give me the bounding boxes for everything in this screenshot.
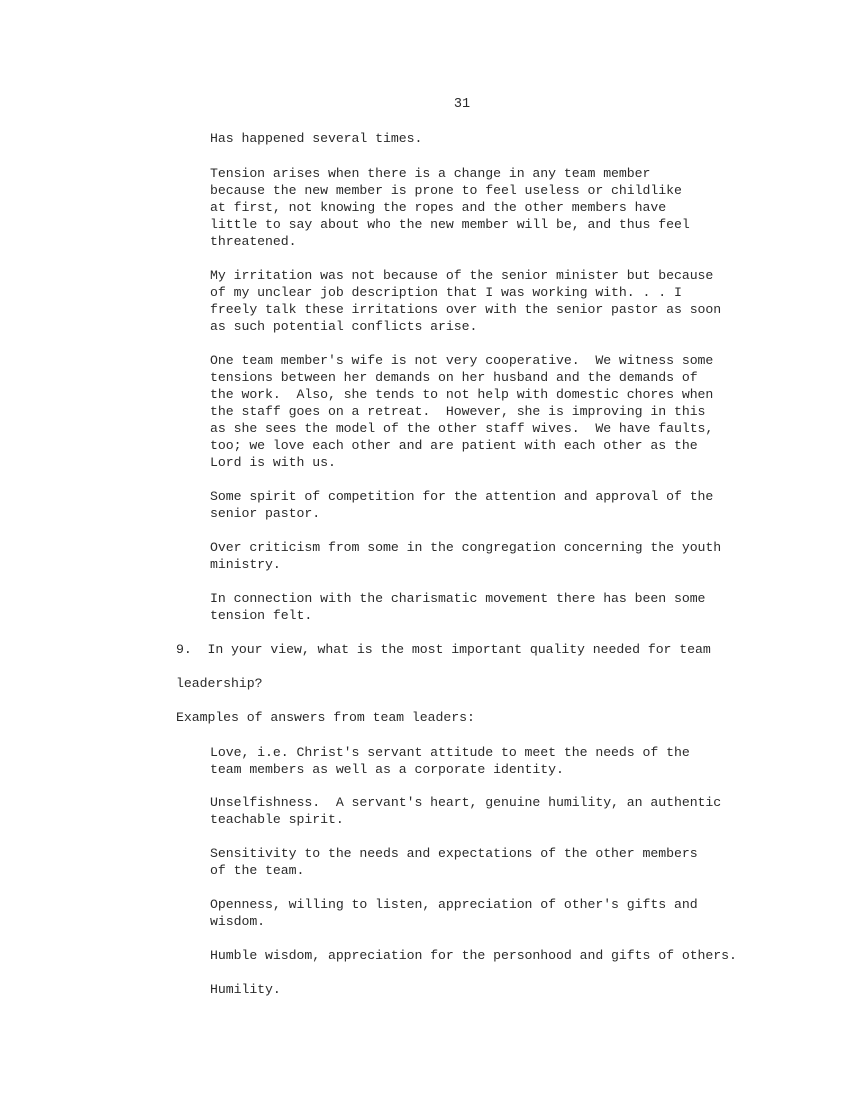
paragraph-tension-arises xyxy=(210,165,790,250)
text-line: freely talk these irritations over with the senior pastor as soon xyxy=(210,302,722,317)
text-line: My irritation was not because of the senior minister but because xyxy=(210,268,714,283)
answer-unselfishness xyxy=(210,794,790,828)
text-line: One team member's wife is not very cooperative. We witness some xyxy=(210,353,714,368)
text-line: teachable spirit. xyxy=(210,812,344,827)
text-line: of the team. xyxy=(210,863,305,878)
text-line: team members as well as a corporate identity. xyxy=(210,762,564,777)
text-line: 9. In your view, what is the most important quality needed for team xyxy=(176,642,711,657)
text-line: little to say about who the new member will be, and thus feel xyxy=(210,217,690,232)
text-line: wisdom. xyxy=(210,914,266,929)
text-line: the work. Also, she tends to not help with domestic chores when xyxy=(210,387,714,402)
text-line: In connection with the charismatic movement there has been some xyxy=(210,591,706,606)
text-line: threatened. xyxy=(210,234,297,249)
examples-heading xyxy=(176,709,796,726)
paragraph-my-irritation xyxy=(210,267,790,335)
text-line: Unselfishness. A servant's heart, genuine humility, an authentic xyxy=(210,795,722,810)
answer-humble-wisdom xyxy=(210,947,790,964)
text-line: Humble wisdom, appreciation for the personhood and gifts of others. xyxy=(210,948,737,963)
text-line: Has happened several times. xyxy=(210,131,423,146)
paragraph-charismatic xyxy=(210,590,790,624)
text-line: at first, not knowing the ropes and the other members have xyxy=(210,200,667,215)
answer-sensitivity xyxy=(210,845,790,879)
text-line: as she sees the model of the other staff wives. We have faults, xyxy=(210,421,714,436)
paragraph-over-criticism xyxy=(210,539,790,573)
text-line: Openness, willing to listen, appreciation of other's gifts and xyxy=(210,897,698,912)
text-line: because the new member is prone to feel useless or childlike xyxy=(210,183,682,198)
text-line: tension felt. xyxy=(210,608,313,623)
text-line: Lord is with us. xyxy=(210,455,336,470)
text-line: Some spirit of competition for the attention and approval of the xyxy=(210,489,714,504)
text-line: ministry. xyxy=(210,557,281,572)
text-line: Examples of answers from team leaders: xyxy=(176,710,475,725)
text-line: Tension arises when there is a change in any team member xyxy=(210,166,651,181)
answer-love xyxy=(210,744,790,778)
answer-openness xyxy=(210,896,790,930)
page-number: 31 xyxy=(453,97,471,112)
text-line: senior pastor. xyxy=(210,506,321,521)
text-line: Sensitivity to the needs and expectations of the other members xyxy=(210,846,698,861)
paragraph-competition xyxy=(210,488,790,522)
question-9 xyxy=(176,641,796,658)
text-line: the staff goes on a retreat. However, she is improving in this xyxy=(210,404,706,419)
text-line: tensions between her demands on her husband and the demands of xyxy=(210,370,698,385)
text-line: Over criticism from some in the congregation concerning the youth xyxy=(210,540,722,555)
question-9-continuation xyxy=(176,675,796,692)
text-line: Humility. xyxy=(210,982,281,997)
answer-humility xyxy=(210,981,790,998)
text-line: as such potential conflicts arise. xyxy=(210,319,478,334)
paragraph-has-happened xyxy=(210,130,790,147)
text-line: of my unclear job description that I was working with. . . I xyxy=(210,285,682,300)
text-line: too; we love each other and are patient with each other as the xyxy=(210,438,698,453)
text-line: Love, i.e. Christ's servant attitude to meet the needs of the xyxy=(210,745,690,760)
paragraph-team-member-wife xyxy=(210,352,790,471)
text-line: leadership? xyxy=(176,676,263,691)
